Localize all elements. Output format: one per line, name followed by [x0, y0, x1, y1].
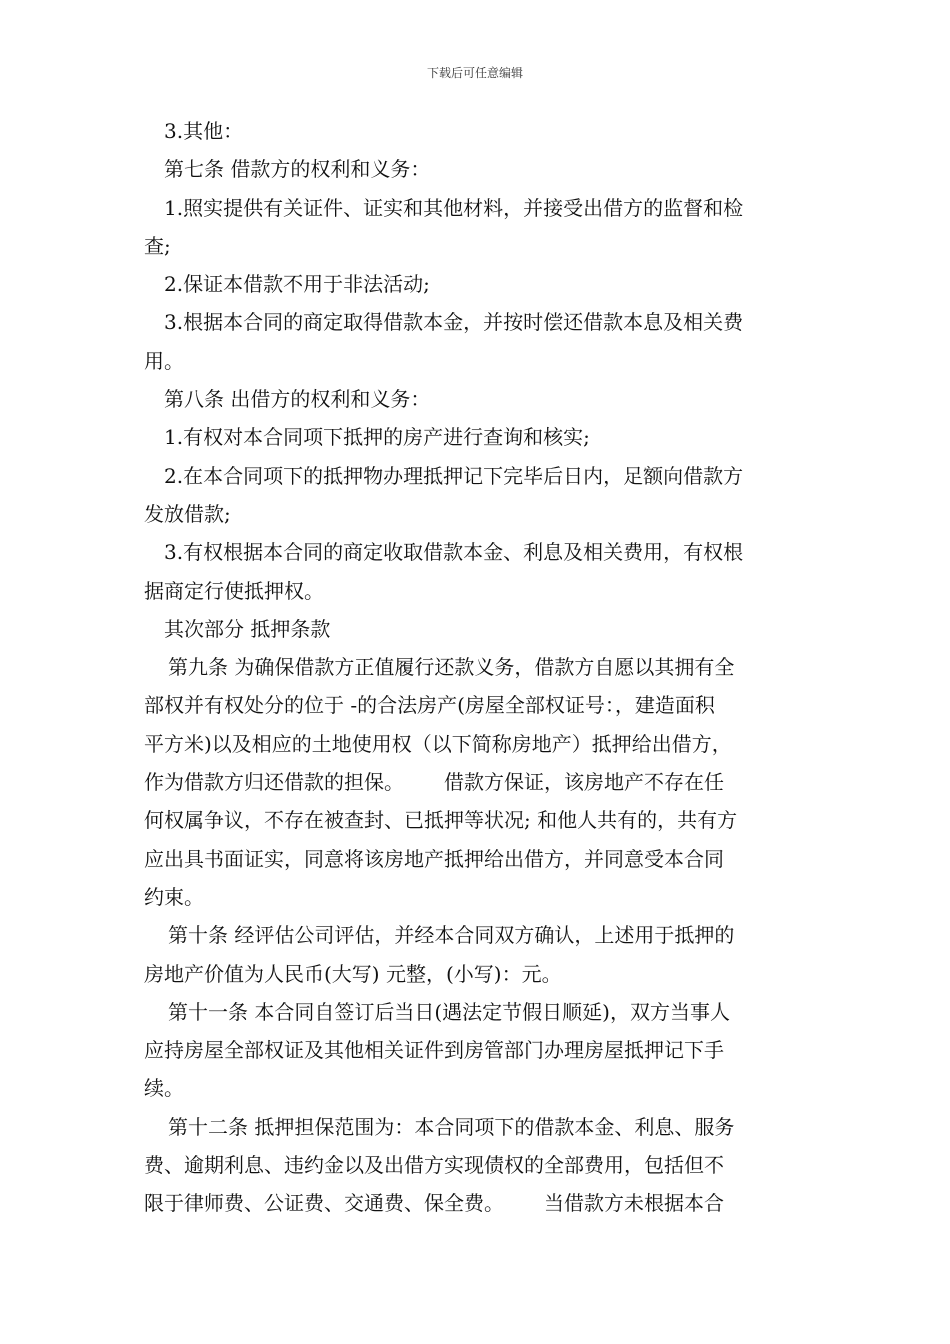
text-line: 3.有权根据本合同的商定收取借款本金、利息及相关费用，有权根 — [164, 540, 744, 565]
text-line: 发放借款; — [144, 501, 231, 526]
text-line: 1.照实提供有关证件、证实和其他材料，并接受出借方的监督和检 — [164, 195, 744, 220]
text-line: 1.有权对本合同项下抵押的房产进行查询和核实; — [164, 425, 590, 450]
text-line: 3.根据本合同的商定取得借款本金，并按时偿还借款本息及相关费 — [164, 310, 744, 335]
text-line: 据商定行使抵押权。 — [144, 578, 324, 603]
text-line: 费、逾期利息、违约金以及出借方实现债权的全部费用，包括但不 — [144, 1153, 724, 1178]
text-line: 平方米)以及相应的土地使用权（以下简称房地产）抵押给出借方， — [144, 731, 732, 756]
text-segment: 借款方保证，该房地产不存在任 — [444, 770, 724, 795]
document-body — [144, 112, 808, 1223]
text-line — [144, 1184, 808, 1222]
article-heading: 第八条 出借方的权利和义务： — [164, 387, 431, 412]
text-line: 第十条 经评估公司评估，并经本合同双方确认，上述用于抵押的 — [168, 923, 735, 948]
text-line: 第十二条 抵押担保范围为：本合同项下的借款本金、利息、服务 — [168, 1114, 735, 1139]
text-line: 查; — [144, 233, 171, 258]
text-line: 应出具书面证实，同意将该房地产抵押给出借方，并同意受本合同 — [144, 846, 724, 871]
section-heading: 其次部分 抵押条款 — [164, 616, 331, 641]
text-line: 第十一条 本合同自签订后当日(遇法定节假日顺延)，双方当事人 — [168, 999, 730, 1024]
text-line: 何权属争议，不存在被查封、已抵押等状况; 和他人共有的，共有方 — [144, 808, 738, 833]
text-line: 续。 — [144, 1076, 184, 1101]
text-line: 2.在本合同项下的抵押物办理抵押记下完毕后日内，足额向借款方 — [164, 463, 744, 488]
text-segment: 当借款方未根据本合 — [544, 1191, 724, 1216]
text-line: 部权并有权处分的位于 -的合法房产(房屋全部权证号：，建造面积 — [144, 693, 715, 718]
text-line: 2.保证本借款不用于非法活动; — [164, 272, 430, 297]
text-line: 约束。 — [144, 884, 204, 909]
text-line: 第九条 为确保借款方正值履行还款义务，借款方自愿以其拥有全 — [168, 655, 735, 680]
text-segment: 限于律师费、公证费、交通费、保全费。 — [144, 1191, 504, 1216]
text-line: 应持房屋全部权证及其他相关证件到房管部门办理房屋抵押记下手 — [144, 1038, 724, 1063]
text-line: 用。 — [144, 348, 184, 373]
page-header: 下载后可任意编辑 — [426, 66, 523, 80]
text-line: 3.其他： — [164, 119, 244, 143]
article-heading: 第七条 借款方的权利和义务： — [164, 157, 431, 182]
text-segment: 作为借款方归还借款的担保。 — [144, 770, 404, 795]
text-line — [144, 763, 808, 801]
text-line: 房地产价值为人民币(大写) 元整，(小写)：元。 — [144, 961, 562, 986]
